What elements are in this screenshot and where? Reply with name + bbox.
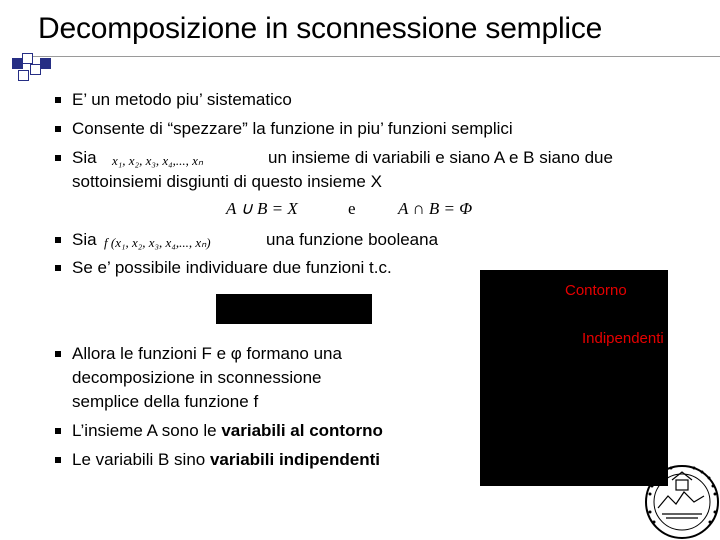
bullet-text: un insieme di variabili e siano A e B siano due <box>268 148 613 167</box>
label-contorno: Contorno <box>565 282 627 299</box>
bullet-marker <box>55 155 61 161</box>
bullet-text <box>72 420 383 442</box>
bullet-text-continuation: decomposizione in sconnessione <box>72 368 322 387</box>
slide-title: Decomposizione in sconnessione semplice <box>38 12 603 45</box>
variable-list-formula: x₁, x₂, x₃, x₄,..., xₙ <box>112 153 204 168</box>
bullet-text: una funzione booleana <box>266 230 439 249</box>
text-plain: Le variabili B sino <box>72 450 210 469</box>
bullet-text: E’ un metodo piu’ sistematico <box>72 90 292 109</box>
redacted-formula-box <box>216 294 372 324</box>
bullet-marker <box>55 351 61 357</box>
bullet-text-continuation: sottoinsiemi disgiunti di questo insieme X <box>72 172 382 191</box>
bullet-text: Se e’ possibile individuare due funzioni t.c. <box>72 258 392 277</box>
bullet-text <box>72 449 380 471</box>
bullet-text: Allora le funzioni F e φ formano una <box>72 344 342 363</box>
university-seal-icon <box>638 456 720 540</box>
text-bold: variabili al contorno <box>221 421 383 440</box>
bullet-marker <box>55 265 61 271</box>
union-formula: A ∪ B = X <box>226 199 298 218</box>
text-plain: L’insieme A sono le <box>72 421 222 440</box>
bullet-marker <box>55 97 61 103</box>
bullet-marker <box>55 457 61 463</box>
bullet-text: Consente di “spezzare” la funzione in piu’ funzioni semplici <box>72 119 513 138</box>
decomposition-diagram <box>480 270 668 486</box>
bullet-marker <box>55 237 61 243</box>
title-divider <box>30 56 720 57</box>
function-formula: f (x₁, x₂, x₃, x₄,..., xₙ) <box>104 235 211 250</box>
deco-square <box>22 53 33 64</box>
bullet-text-sia: Sia <box>72 230 97 249</box>
bullet-marker <box>55 126 61 132</box>
intersection-formula: A ∩ B = Φ <box>398 199 473 218</box>
bullet-text-sia: Sia <box>72 148 97 167</box>
deco-square <box>18 70 29 81</box>
deco-square <box>40 58 51 69</box>
text-bold: variabili indipendenti <box>209 450 380 469</box>
bullet-marker <box>55 428 61 434</box>
label-indipendenti: Indipendenti <box>582 330 664 347</box>
bullet-text-continuation: semplice della funzione f <box>72 392 259 411</box>
conjunction-e: e <box>348 199 356 218</box>
